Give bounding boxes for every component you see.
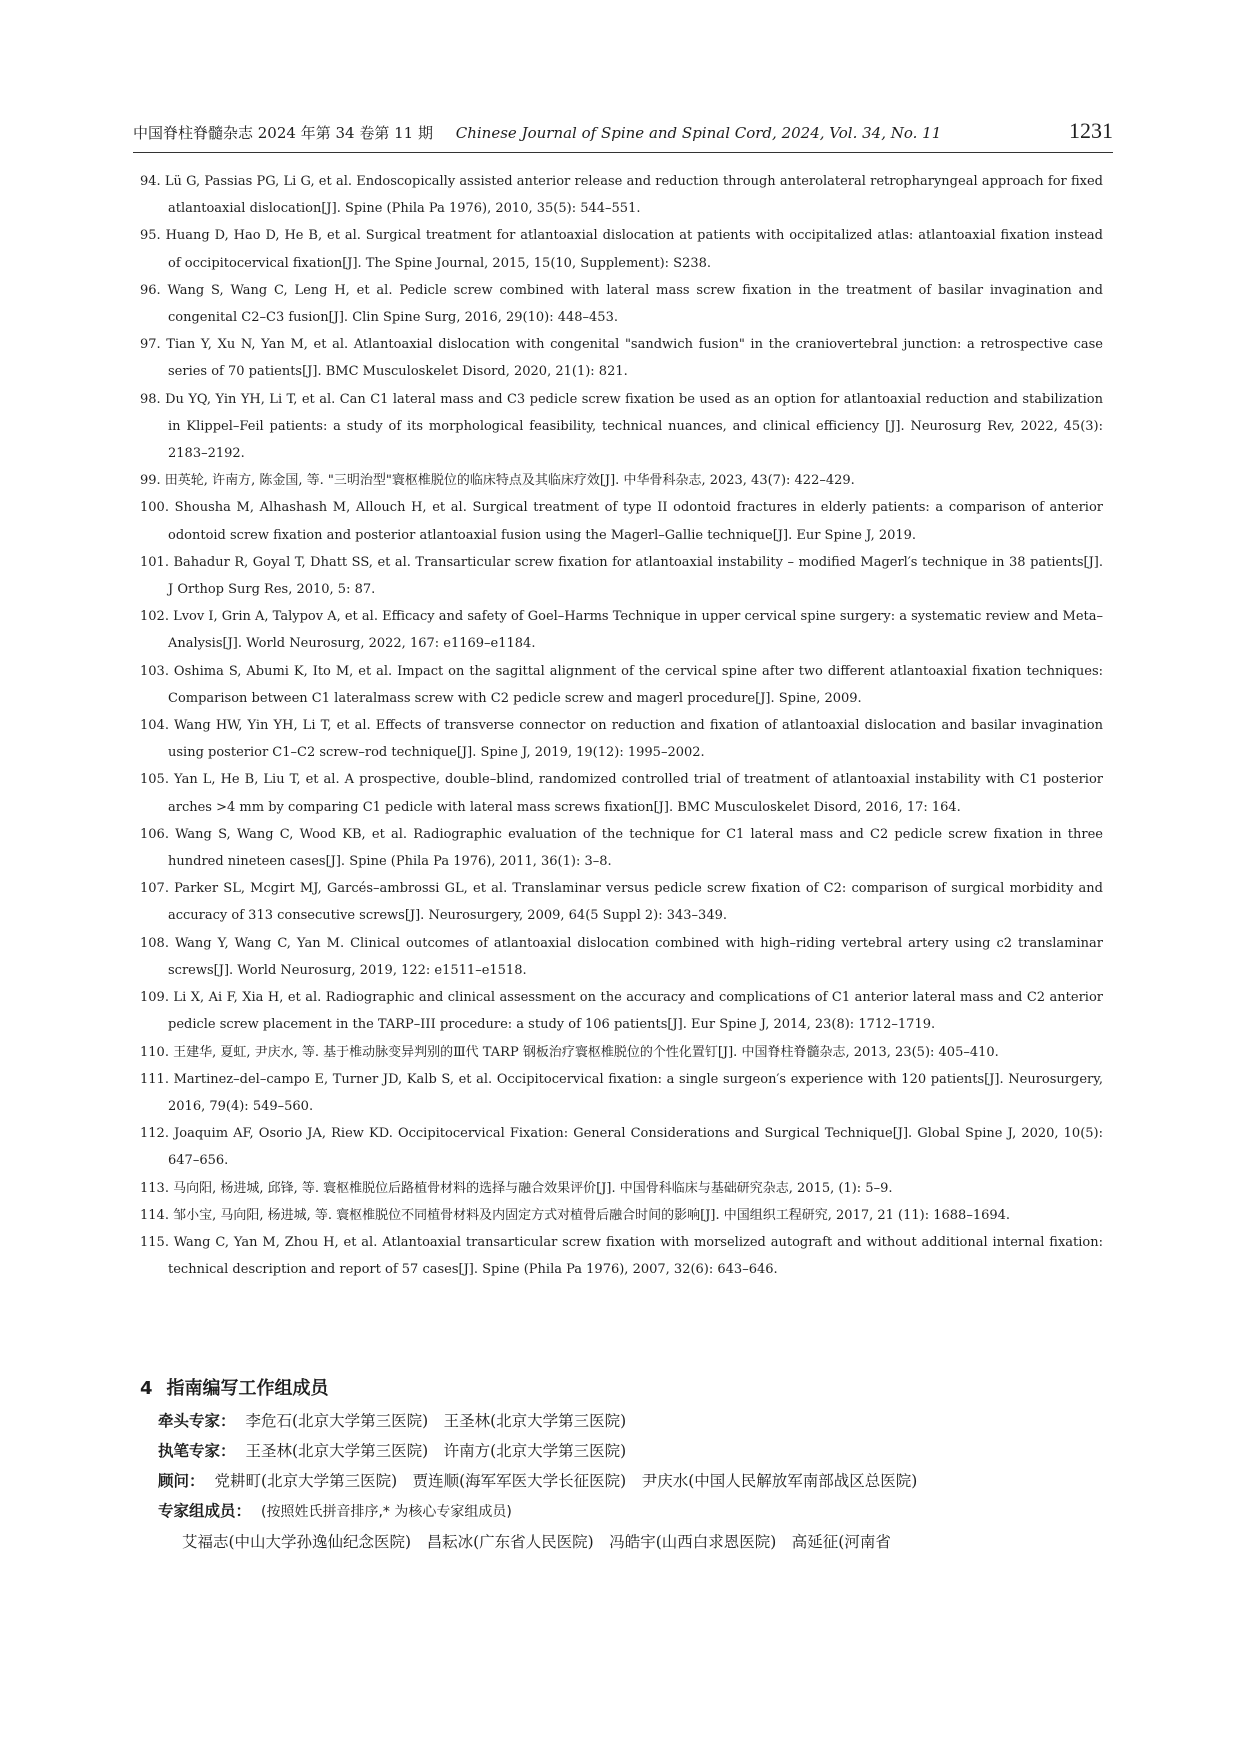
writing-experts-line xyxy=(140,1436,1103,1466)
reference-item: 110. 王建华, 夏虹, 尹庆水, 等. 基于椎动脉变异判别的Ⅲ代 TARP 钢板治疗寰枢椎脱位的个性化置钉[J]. 中国脊柱脊髓杂志, 2013, 23(5): 405–410. xyxy=(140,1044,999,1060)
reference-item: 102. Lvov I, Grin A, Talypov A, et al. Efficacy and safety of Goel–Harms Technique in upper cervical spine surgery: a systematic review and Meta–Analysis[J]. World Neurosurg, 2022, 167: e1169–e1184. xyxy=(140,609,1103,652)
reference-item: 95. Huang D, Hao D, He B, et al. Surgical treatment for atlantoaxial dislocation at patients with occipitalized atlas: atlantoaxial fixation instead of occipitocervical fixation[J]. The Spine Journal, 2015, 15(10, Supplement): S238. xyxy=(140,228,1103,271)
writing-experts-label: 执笔专家： xyxy=(158,1442,236,1460)
expert-members-note: (按照姓氏拼音排序,* 为核心专家组成员) xyxy=(261,1504,512,1520)
reference-item: 96. Wang S, Wang C, Leng H, et al. Pedicle screw combined with lateral mass screw fixation in the treatment of basilar invagination and congenital C2–C3 fusion[J]. Clin Spine Surg, 2016, 29(10): 448–453. xyxy=(140,282,1103,326)
journal-info xyxy=(133,122,941,143)
reference-item: 107. Parker SL, Mcgirt MJ, Garcés–ambrossi GL, et al. Translaminar versus pedicle screw fixation of C2: comparison of surgical morbidity and accuracy of 313 consecutive screws[J]. Neurosurgery, 2009, 64(5 Suppl 2): 343–349. xyxy=(140,881,1103,924)
reference-item: 103. Oshima S, Abumi K, Ito M, et al. Impact on the sagittal alignment of the cervical spine after two different atlantoaxial fixation techniques: Comparison between C1 lateralmass screw with C2 pedicle screw and magerl procedure[J]. Spine, 2009. xyxy=(140,663,1103,706)
reference-item: 98. Du YQ, Yin YH, Li T, et al. Can C1 lateral mass and C3 pedicle screw fixation be used as an option for atlantoaxial reduction and stabilization in Klippel–Feil patients: a study of its morphological feasibility, technical nuances, and clinical efficiency [J]. Neurosurg Rev, 2022, 45(3): 2183–2192. xyxy=(140,391,1103,462)
reference-item: 108. Wang Y, Wang C, Yan M. Clinical outcomes of atlantoaxial dislocation combined with high–riding vertebral artery using c2 translaminar screws[J]. World Neurosurg, 2019, 122: e1511–e1518. xyxy=(140,935,1103,978)
expert-members-label: 专家组成员： xyxy=(158,1502,252,1520)
journal-name-en: Chinese Journal of Spine and Spinal Cord, 2024, Vol. 34, No. 11 xyxy=(455,124,942,142)
running-header xyxy=(133,118,1113,153)
section-number: 4 xyxy=(140,1378,153,1399)
reference-item: 113. 马向阳, 杨进城, 邱锋, 等. 寰枢椎脱位后路植骨材料的选择与融合效果评价[J]. 中国骨科临床与基础研究杂志, 2015, (1): 5–9. xyxy=(140,1180,893,1196)
section-heading xyxy=(140,1374,1103,1400)
reference-item: 114. 邹小宝, 马向阳, 杨进城, 等. 寰枢椎脱位不同植骨材料及内固定方式对植骨后融合时间的影响[J]. 中国组织工程研究, 2017, 21 (11): 1688–1694. xyxy=(140,1207,1011,1223)
reference-item: 109. Li X, Ai F, Xia H, et al. Radiographic and clinical assessment on the accuracy and complications of C1 anterior lateral mass and C2 anterior pedicle screw placement in the TARP–III procedure: a study of 106 patients[J]. Eur Spine J, 2014, 23(8): 1712–1719. xyxy=(140,990,1103,1033)
section-title: 指南编写工作组成员 xyxy=(166,1378,329,1399)
reference-list xyxy=(140,168,1103,1283)
reference-item: 99. 田英轮, 许南方, 陈金国, 等. "三明治型"寰枢椎脱位的临床特点及其临床疗效[J]. 中华骨科杂志, 2023, 43(7): 422–429. xyxy=(140,473,855,489)
reference-item: 105. Yan L, He B, Liu T, et al. A prospective, double–blind, randomized controlled trial of treatment of atlantoaxial instability with C1 posterior arches >4 mm by comparing C1 pedicle with lateral mass screws fixation[J]. BMC Musculoskelet Disord, 2016, 17: 164. xyxy=(140,772,1103,815)
expert-members-line xyxy=(140,1496,1103,1527)
reference-item: 101. Bahadur R, Goyal T, Dhatt SS, et al. Transarticular screw fixation for atlantoaxial instability – modified Magerl′s technique in 38 patients[J]. J Orthop Surg Res, 2010, 5: 87. xyxy=(140,554,1103,598)
expert-members-list: 艾福志(中山大学孙逸仙纪念医院) 昌耘冰(广东省人民医院) 冯皓宇(山西白求恩医院) 高延征(河南省 xyxy=(182,1533,891,1551)
advisors-label: 顾问： xyxy=(158,1472,205,1490)
reference-item: 104. Wang HW, Yin YH, Li T, et al. Effects of transverse connector on reduction and fixation of atlantoaxial dislocation and basilar invagination using posterior C1–C2 screw–rod technique[J]. Spine J, 2019, 19(12): 1995–2002. xyxy=(140,718,1103,761)
page-number: 1231 xyxy=(1069,118,1113,143)
reference-item: 106. Wang S, Wang C, Wood KB, et al. Radiographic evaluation of the technique for C1 lateral mass and C2 pedicle screw fixation in three hundred nineteen cases[J]. Spine (Phila Pa 1976), 2011, 36(1): 3–8. xyxy=(140,826,1103,870)
reference-item: 97. Tian Y, Xu N, Yan M, et al. Atlantoaxial dislocation with congenital "sandwich fusion" in the craniovertebral junction: a retrospective case series of 70 patients[J]. BMC Musculoskelet Disord, 2020, 21(1): 821. xyxy=(140,337,1103,380)
reference-item: 94. Lü G, Passias PG, Li G, et al. Endoscopically assisted anterior release and reduction through anterolateral retropharyngeal approach for fixed atlantoaxial dislocation[J]. Spine (Phila Pa 1976), 2010, 35(5): 544–551. xyxy=(140,174,1103,217)
reference-item: 112. Joaquim AF, Osorio JA, Riew KD. Occipitocervical Fixation: General Considerations and Surgical Technique[J]. Global Spine J, 2020, 10(5): 647–656. xyxy=(140,1126,1103,1169)
lead-experts-label: 牵头专家： xyxy=(158,1412,236,1430)
writing-experts-value: 王圣林(北京大学第三医院) 许南方(北京大学第三医院) xyxy=(245,1442,627,1460)
reference-item: 111. Martinez–del–campo E, Turner JD, Kalb S, et al. Occipitocervical fixation: a single surgeon′s experience with 120 patients[J]. Neurosurgery, 2016, 79(4): 549–560. xyxy=(140,1071,1103,1114)
reference-item: 100. Shousha M, Alhashash M, Allouch H, et al. Surgical treatment of type II odontoid fractures in elderly patients: a comparison of anterior odontoid screw fixation and posterior atlantoaxial fusion using the Magerl–Gallie technique[J]. Eur Spine J, 2019. xyxy=(140,500,1103,543)
advisors-line xyxy=(140,1466,1103,1496)
lead-experts-value: 李危石(北京大学第三医院) 王圣林(北京大学第三医院) xyxy=(245,1412,627,1430)
lead-experts-line xyxy=(140,1406,1103,1436)
advisors-value: 党耕町(北京大学第三医院) 贾连顺(海军军医大学长征医院) 尹庆水(中国人民解放军南部战区总医院) xyxy=(214,1472,918,1490)
reference-item: 115. Wang C, Yan M, Zhou H, et al. Atlantoaxial transarticular screw fixation with morselized autograft and without additional internal fixation: technical description and report of 57 cases[J]. Spine (Phila Pa 1976), 2007, 32(6): 643–646. xyxy=(140,1234,1103,1278)
journal-name-cn: 中国脊柱脊髓杂志 2024 年第 34 卷第 11 期 xyxy=(133,124,433,142)
working-group-section xyxy=(140,1374,1103,1557)
